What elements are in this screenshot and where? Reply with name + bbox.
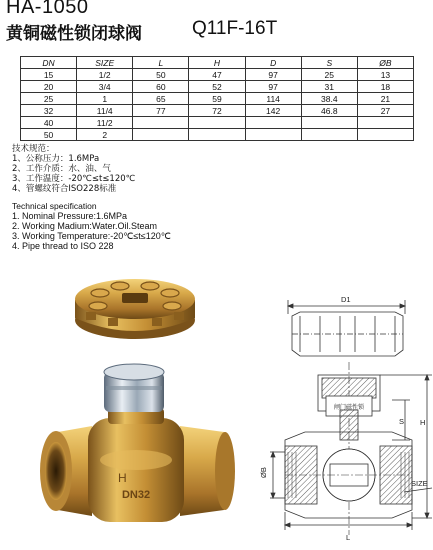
spec-header-cell: DN [21, 57, 77, 69]
spec-cell: 32 [21, 105, 77, 117]
spec-cell: 31 [301, 81, 357, 93]
spec-cell: 2 [77, 129, 133, 141]
spec-cell: 3/4 [77, 81, 133, 93]
technical-drawing [270, 300, 432, 535]
spec-cell: 77 [133, 105, 189, 117]
spec-header-cell: S [301, 57, 357, 69]
label-b: ØB [259, 467, 268, 478]
spec-cell: 72 [189, 105, 245, 117]
spec-cell: 65 [133, 93, 189, 105]
spec-cell: 11/4 [77, 105, 133, 117]
spec-header-cell: H [189, 57, 245, 69]
spec-cell: 46.8 [301, 105, 357, 117]
spec-cell: 142 [245, 105, 301, 117]
tech-spec-en-heading: Technical specification [12, 201, 97, 211]
tech-spec-cn-line: 2、工作介质：水、油、气 [12, 164, 111, 174]
magnetic-key-photo [75, 279, 195, 339]
spec-cell: 38.4 [301, 93, 357, 105]
spec-cell: 1/2 [77, 69, 133, 81]
spec-cell: 25 [21, 93, 77, 105]
spec-header-cell: L [133, 57, 189, 69]
tech-spec-cn-line: 1、公称压力：1.6MPa [12, 154, 100, 164]
spec-header-cell: SIZE [77, 57, 133, 69]
model-number: HA-1050 [6, 0, 89, 18]
spec-cell: 40 [21, 117, 77, 129]
spec-cell: 18 [357, 81, 413, 93]
spec-cell: 60 [133, 81, 189, 93]
svg-text:H: H [118, 471, 127, 485]
spec-cell: 15 [21, 69, 77, 81]
spec-cell: 21 [357, 93, 413, 105]
spec-header-cell: D [245, 57, 301, 69]
label-d1: D1 [341, 295, 351, 304]
valve-photo [40, 364, 235, 522]
valve-marking-text: DN32 [121, 489, 151, 501]
tech-spec-en-line: 3. Working Temperature:-20℃≤t≤120℃ [12, 231, 171, 241]
spec-cell: 114 [245, 93, 301, 105]
spec-cell: 97 [245, 81, 301, 93]
spec-cell: 27 [357, 105, 413, 117]
product-code: Q11F-16T [192, 18, 278, 39]
spec-cell: 11/2 [77, 117, 133, 129]
spec-cell: 47 [189, 69, 245, 81]
spec-cell: 50 [21, 129, 77, 141]
tech-spec-en-line: 1. Nominal Pressure:1.6MPa [12, 211, 128, 221]
spec-cell: 59 [189, 93, 245, 105]
spec-cell: 97 [245, 69, 301, 81]
tech-spec-en-line: 4. Pipe thread to ISO 228 [12, 241, 114, 251]
spec-header-cell: ØB [357, 57, 413, 69]
product-title-cn: 黄铜磁性锁闭球阀 [6, 24, 142, 44]
tech-spec-cn-heading: 技术规范： [12, 144, 55, 154]
spec-cell: 25 [301, 69, 357, 81]
label-lock: 闸门磁性锁 [333, 404, 365, 411]
label-l: L [346, 533, 351, 542]
tech-spec-cn-line: 4、管螺纹符合ISO228标准 [12, 184, 117, 194]
spec-cell: 13 [357, 69, 413, 81]
label-size: SIZE [411, 479, 428, 488]
label-s: S [399, 417, 405, 426]
tech-spec-cn-line: 3、工作温度：-20℃≤t≤120℃ [12, 174, 136, 184]
spec-cell: 20 [21, 81, 77, 93]
spec-cell: 50 [133, 69, 189, 81]
label-h: H [420, 418, 426, 427]
tech-spec-en-line: 2. Working Madium:Water.Oil.Steam [12, 221, 158, 231]
spec-cell: 52 [189, 81, 245, 93]
spec-cell: 1 [77, 93, 133, 105]
